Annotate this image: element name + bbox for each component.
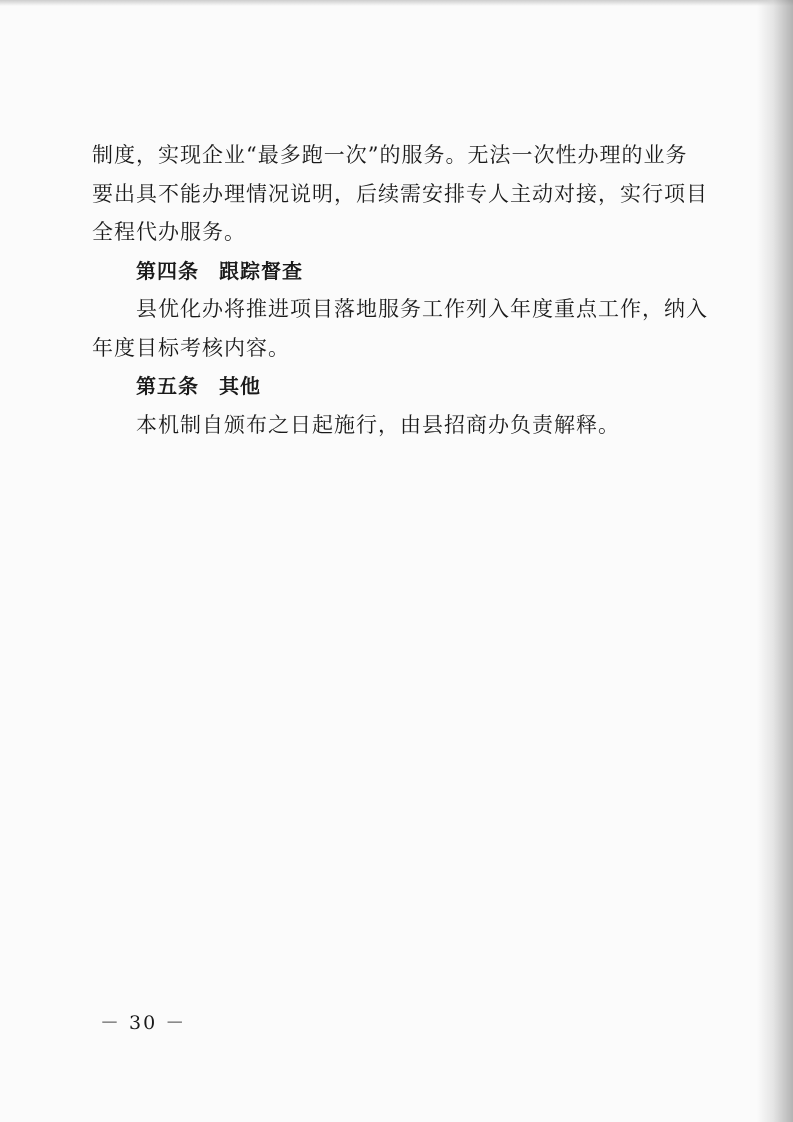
paragraph-line: 本机制自颁布之日起施行，由县招商办负责解释。	[136, 412, 620, 437]
article-4-heading	[92, 252, 692, 291]
article-5-label: 第五条	[136, 374, 199, 398]
paragraph-line: 县优化办将推进项目落地服务工作列入年度重点工作，纳入	[136, 297, 708, 321]
article-4-label: 第四条	[136, 258, 199, 283]
paragraph-line: 年度目标考核内容。	[92, 335, 290, 360]
article-5-title: 其他	[219, 374, 261, 398]
article-4-title: 跟踪督查	[219, 258, 303, 283]
paragraph-line: 全程代办服务。	[92, 220, 246, 244]
scan-edge-top	[0, 0, 793, 6]
paragraph-line: 制度，实现企业“最多跑一次”的服务。无法一次性办理的业务	[92, 143, 688, 167]
page-number: － 30 －	[100, 1012, 187, 1034]
paragraph-line: 要出具不能办理情况说明，后续需安排专人主动对接，实行项目	[92, 181, 708, 206]
document-body	[92, 136, 708, 444]
scan-edge-right	[757, 0, 793, 1122]
article-5-heading	[92, 367, 692, 406]
